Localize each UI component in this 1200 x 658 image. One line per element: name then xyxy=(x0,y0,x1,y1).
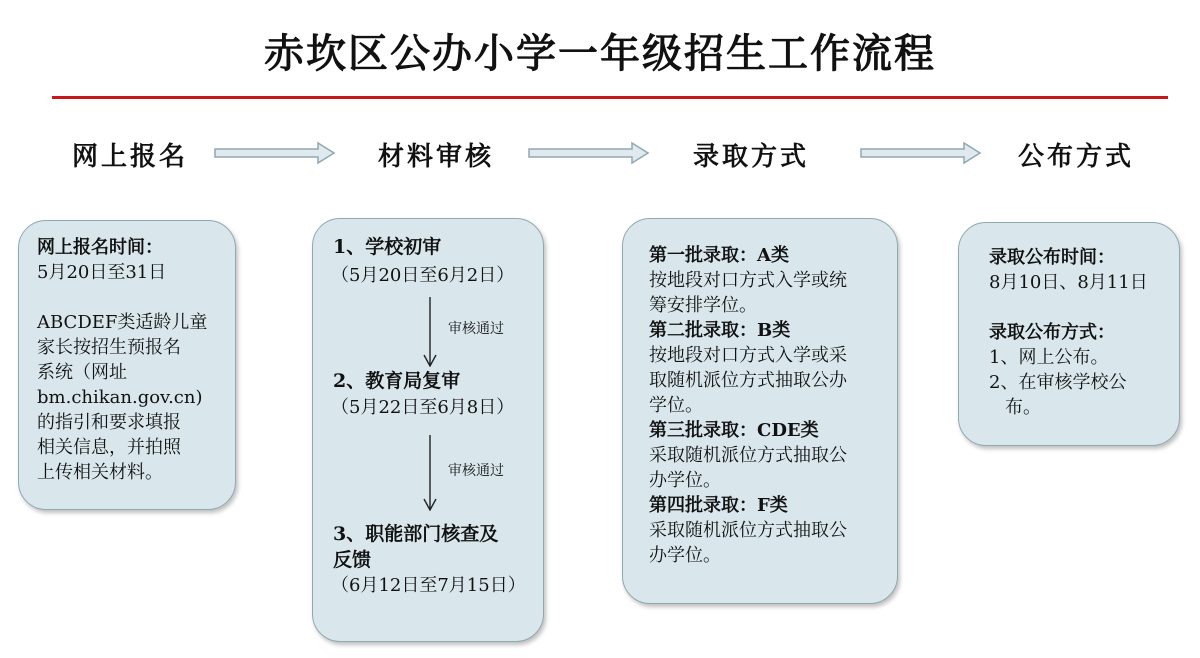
review-stage-1-date: （5月20日至6月2日） xyxy=(331,265,515,286)
step-admission-method: 录取方式 xyxy=(693,142,810,172)
review-stage-2: 2、教育局复审 xyxy=(333,370,461,392)
batch-3-line: 采取随机派位方式抽取公 xyxy=(649,445,847,466)
registration-date: 5月20日至31日 xyxy=(37,262,167,283)
registration-desc-line: 相关信息，并拍照 xyxy=(37,437,181,458)
flow-arrow-3 xyxy=(860,141,982,165)
review-stage-1: 1、学校初审 xyxy=(333,236,442,258)
review-stage-3 xyxy=(333,521,498,573)
batch-4-title: 第四批录取：F类 xyxy=(649,495,788,516)
batch-3-line: 办学位。 xyxy=(649,470,721,491)
announcement-box xyxy=(958,222,1180,446)
batch-2-line: 按地段对口方式入学或采 xyxy=(649,345,847,366)
review-pass-label: 审核通过 xyxy=(448,321,504,337)
batch-1-title: 第一批录取：A类 xyxy=(649,245,789,266)
flow-arrow-1 xyxy=(214,141,336,165)
registration-desc-line: 系统（网址 xyxy=(37,362,127,383)
registration-desc-line: ABCDEF类适龄儿童 xyxy=(37,312,208,333)
registration-box xyxy=(18,220,236,510)
announcement-method-line: 布。 xyxy=(1005,397,1041,418)
registration-desc-line: 的指引和要求填报 xyxy=(37,412,181,433)
batch-1-line: 按地段对口方式入学或统 xyxy=(649,270,847,291)
review-stage-3-line: 3、职能部门核查及 xyxy=(333,523,499,545)
down-arrow-icon xyxy=(423,435,437,511)
step-online-registration: 网上报名 xyxy=(72,142,189,172)
announcement-method-line: 2、在审核学校公 xyxy=(989,372,1127,393)
review-stage-3-line: 反馈 xyxy=(333,549,372,571)
batch-4-line: 办学位。 xyxy=(649,545,721,566)
batch-3-title: 第三批录取：CDE类 xyxy=(649,420,819,441)
page-title: 赤坎区公办小学一年级招生工作流程 xyxy=(264,30,936,77)
batch-2-line: 取随机派位方式抽取公办 xyxy=(649,370,847,391)
registration-time-heading: 网上报名时间： xyxy=(37,237,163,258)
batch-2-title: 第二批录取：B类 xyxy=(649,320,791,341)
registration-desc-line: 家长按招生预报名 xyxy=(37,337,181,358)
batch-4-line: 采取随机派位方式抽取公 xyxy=(649,520,847,541)
flow-arrow-2 xyxy=(528,141,650,165)
review-pass-label: 审核通过 xyxy=(448,463,504,479)
registration-desc-line: 上传相关材料。 xyxy=(37,462,163,483)
announcement-method-heading: 录取公布方式： xyxy=(989,322,1115,343)
admission-box xyxy=(622,218,898,604)
batch-2-line: 学位。 xyxy=(649,395,703,416)
review-box xyxy=(312,218,544,642)
step-material-review: 材料审核 xyxy=(378,142,495,172)
review-stage-2-date: （5月22日至6月8日） xyxy=(331,397,515,418)
down-arrow-icon xyxy=(423,297,437,367)
announcement-time-value: 8月10日、8月11日 xyxy=(989,272,1148,293)
registration-desc-line: bm.chikan.gov.cn) xyxy=(37,387,203,408)
announcement-method-line: 1、网上公布。 xyxy=(989,347,1109,368)
batch-1-line: 筹安排学位。 xyxy=(649,295,757,316)
title-divider xyxy=(52,96,1168,99)
review-stage-3-date: （6月12日至7月15日） xyxy=(331,575,526,596)
step-announcement-method: 公布方式 xyxy=(1018,142,1135,172)
announcement-time-heading: 录取公布时间： xyxy=(989,247,1115,268)
